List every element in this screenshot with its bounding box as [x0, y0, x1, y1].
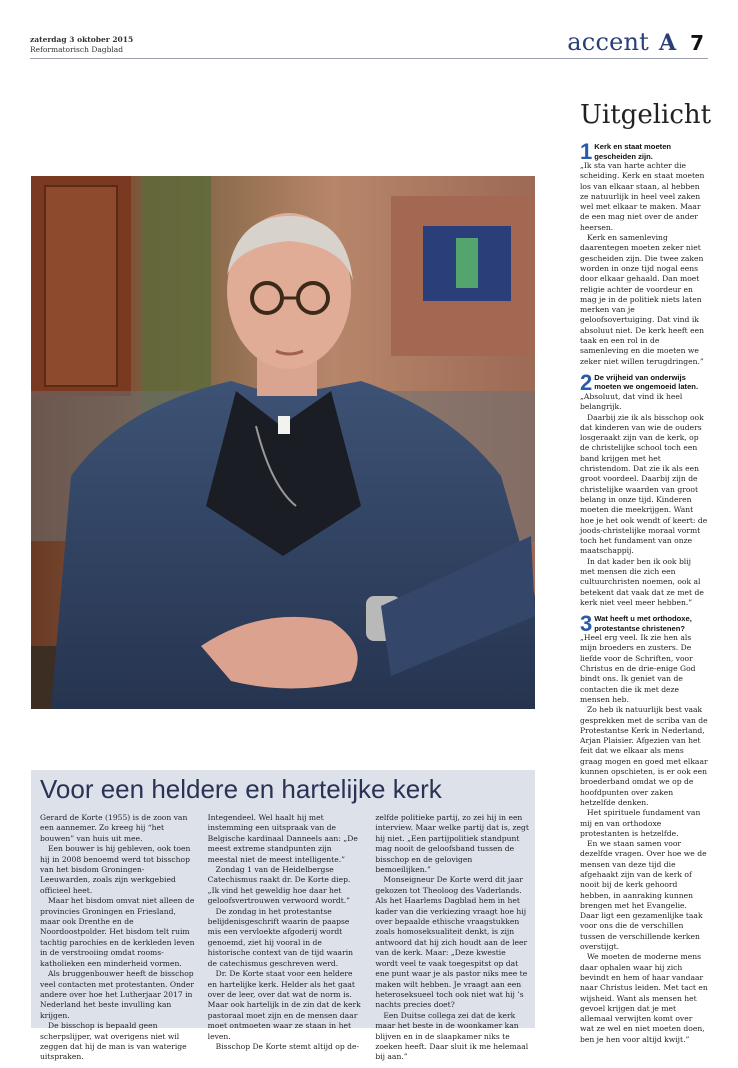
- sidebar-uitgelicht: [580, 100, 712, 1045]
- bishop-portrait-photo: [31, 176, 535, 709]
- newspaper-name: Reformatorisch Dagblad: [30, 45, 124, 54]
- article-paragraph: zelfde politieke partij, zo zei hij in een interview. Maar welke partij dat is, zegt hij niet. „Een partijpolitiek standpunt mag nooit de geloofsband tussen de bisschop en de gelovigen bemoeilijken.”: [375, 813, 529, 875]
- sidebar-paragraph: „Heel erg veel. Ik zie hen als mijn broeders en zusters. De liefde voor de Schriften, voor Christus en de drie-enige God bindt ons. Ik geniet van de contacten die ik met deze mensen heb.: [580, 633, 696, 704]
- article-paragraph: Monseigneur De Korte werd dit jaar gekozen tot Theoloog des Vaderlands. Als het Haarlems Dagblad hem in het kader van die verkiezing vraagt hoe hij over bepaalde ethische vraagstukken zoals homoseksualiteit denkt, is zijn antwoord dat hij zich houdt aan de leer van de kerk. Maar: „Deze kwestie wordt veel te vaak toegespitst op dat ene punt waar je als pastor niks mee te maken wilt hebben. Je vraagt aan een heteroseksueel toch ook niet wat hij ’s nachts precies doet?: [375, 875, 528, 1010]
- sidebar-paragraph: Zo heb ik natuurlijk best vaak gesprekken met de scriba van de Protestantse Kerk in Nederland, Arjan Plaisier. Afgezien van het feit dat we elkaar als mens graag mogen en goed met elkaar kunnen opschieten, is er ook een broederband omdat we op de hoofdpunten over zaken hetzelfde denken.: [580, 705, 708, 807]
- sidebar-item-2: [580, 369, 708, 608]
- main-article: [31, 770, 535, 1062]
- article-column-2: [208, 813, 363, 1063]
- sidebar-item-question: Wat heeft u met orthodoxe, protestantse christenen?: [594, 614, 692, 633]
- article-paragraph: De zondag in het protestantse belijdenisgeschrift waarin de paapse mis een vervloekte afgoderij wordt genoemd, ziet hij vooral in de historische context van de tijd waarin de catechismus geschreven werd.: [207, 906, 354, 968]
- section-name: accent: [567, 28, 649, 56]
- sidebar-item-body: [580, 392, 708, 608]
- sidebar-paragraph: Daarbij zie ik als bisschop ook dat kinderen van wie de ouders losgeraakt zijn van de kerk, op de christelijke school toch een band krijgen met het christendom. Dat zie ik als een groot voordeel. Daarbij zijn de christelijke waarden van groot belang in onze tijd. Kinderen moeten die meekrijgen. Want hoe je het ook wendt of keert: de joods-christelijke moraal vormt toch het fundament van onze maatschappij.: [580, 412, 708, 556]
- article-title: Voor een heldere en hartelijke kerk: [40, 774, 442, 804]
- sidebar-title: Uitgelicht: [580, 100, 712, 130]
- page-header-right: [567, 28, 704, 56]
- article-paragraph: De bisschop is bepaald geen scherpslijper, wat overigens niet wil zeggen dat hij de man is van waterige uitspraken.: [40, 1021, 187, 1062]
- sidebar-paragraph: En we staan samen voor dezelfde vragen. Over hoe we de mensen van deze tijd die afgehaakt zijn van de kerk of nooit bij de kerk gehoord hebben, in aanraking kunnen brengen met het Evangelie. Daar ligt een gezamenlijke taak voor ons die de verschillen tussen de verschillende kerken overstijgt.: [580, 839, 707, 952]
- header-rule: [30, 58, 708, 59]
- sidebar-paragraph: „Absoluut, dat vind ik heel belangrijk.: [580, 391, 683, 412]
- section-logo-icon: A: [659, 30, 677, 56]
- sidebar-item-number: 3: [580, 611, 593, 637]
- page-number: 7: [690, 31, 704, 55]
- sidebar-item-question: Kerk en staat moeten gescheiden zijn.: [594, 142, 672, 161]
- sidebar-item-3: [580, 611, 708, 1045]
- sidebar-item-number: 2: [580, 369, 593, 395]
- article-column-1: [40, 813, 195, 1063]
- sidebar-paragraph: Kerk en samenleving daarentegen moeten zeker niet gescheiden zijn. Die twee zaken worden in onze tijd nogal eens door elkaar gehaald. Dan moet religie achter de voordeur en mag je in de politiek niets laten merken van je geloofsovertuiging. Dat vind ik absoluut niet. De kerk heeft een taak en een rol in de samenleving en die moeten we zeker niet willen terugdringen.”: [580, 233, 704, 366]
- article-paragraph: Bisschop De Korte stemt altijd op de-: [215, 1041, 360, 1051]
- sidebar-item-number: 1: [580, 139, 593, 164]
- page-header-left: [30, 35, 133, 55]
- sidebar-paragraph: In dat kader ben ik ook blij met mensen die zich een cultuurchristen noemen, ook al betekent dat vaak dat ze met de kerk niet veel meer hebben.”: [580, 556, 704, 607]
- article-paragraph: Integendeel. Wel haalt hij met instemming een uitspraak van de Belgische kardinaal Danneels aan: „De meest extreme standpunten zijn meestal niet de meest intelligente.”: [207, 813, 358, 864]
- article-paragraph: Maar het bisdom omvat niet alleen de provincies Groningen en Friesland, maar ook Drenthe en de Noordoostpolder. Het bisdom telt ruim tachtig parochies en de kerkleden leven in de verstrooiing omdat rooms-katholieken een minderheid vormen.: [40, 896, 195, 968]
- sidebar-item-1: [580, 139, 708, 367]
- article-columns: [40, 813, 530, 1063]
- article-paragraph: Als bruggenbouwer heeft de bisschop veel contacten met protestanten. Onder andere over hoe het Lutherjaar 2017 in Nederland het beste invulling kan krijgen.: [40, 969, 195, 1020]
- sidebar-item-heading: [580, 369, 708, 395]
- sidebar-item-heading: [580, 139, 708, 164]
- issue-date: zaterdag 3 oktober 2015: [30, 35, 134, 44]
- article-paragraph: Een Duitse collega zei dat de kerk maar het beste in de woonkamer kan blijven en in de slaapkamer niks te zoeken heeft. Daar sluit ik me helemaal bij aan.”: [375, 1010, 529, 1062]
- sidebar-paragraph: We moeten de moderne mens daar ophalen waar hij zich bevindt en hem of haar vandaar naar Christus leiden. Met tact en wijsheid. Want als mensen het gevoel krijgen dat je met allemaal verwijten komt over wat ze wel en niet moeten doen, ben je hen voor altijd kwijt.”: [580, 952, 708, 1044]
- sidebar-paragraph: „Ik sta van harte achter die scheiding. Kerk en staat moeten los van elkaar staan, al hebben ze natuurlijk in heel veel zaken wel met elkaar te maken. Maar de een mag niet over de ander heersen.: [580, 161, 705, 232]
- sidebar-item-question: De vrijheid van onderwijs moeten we ongemoeid laten.: [594, 372, 699, 392]
- sidebar-item-body: [580, 161, 708, 367]
- sidebar-paragraph: Het spirituele fundament van mij en van orthodoxe protestanten is hetzelfde.: [580, 808, 701, 838]
- portrait-photo-icon: [31, 176, 535, 709]
- sidebar-item-body: [580, 633, 708, 1045]
- article-paragraph: Een bouwer is hij gebleven, ook toen hij in 2008 benoemd werd tot bisschop van het bisdom Groningen-Leeuwarden, zoals zijn werkgebied officieel heet.: [40, 844, 191, 895]
- sidebar-item-heading: [580, 611, 708, 637]
- article-paragraph: Zondag 1 van de Heidelbergse Catechismus raakt dr. De Korte diep. „Ik vind het geweldig hoe daar het geloofsvertrouwen verwoord wordt.”: [207, 865, 351, 906]
- article-paragraph: Gerard de Korte (1955) is de zoon van een aannemer. Zo kreeg hij “het bouwen” van huis uit mee.: [40, 813, 188, 843]
- article-column-3: [375, 813, 530, 1063]
- article-paragraph: Dr. De Korte staat voor een heldere en hartelijke kerk. Helder als het gaat over de leer, over dat wat de norm is. Maar ook hartelijk in de zin dat de kerk pastoraal moet zijn en de mensen daar moet ontmoeten waar ze staan in het leven.: [207, 969, 361, 1041]
